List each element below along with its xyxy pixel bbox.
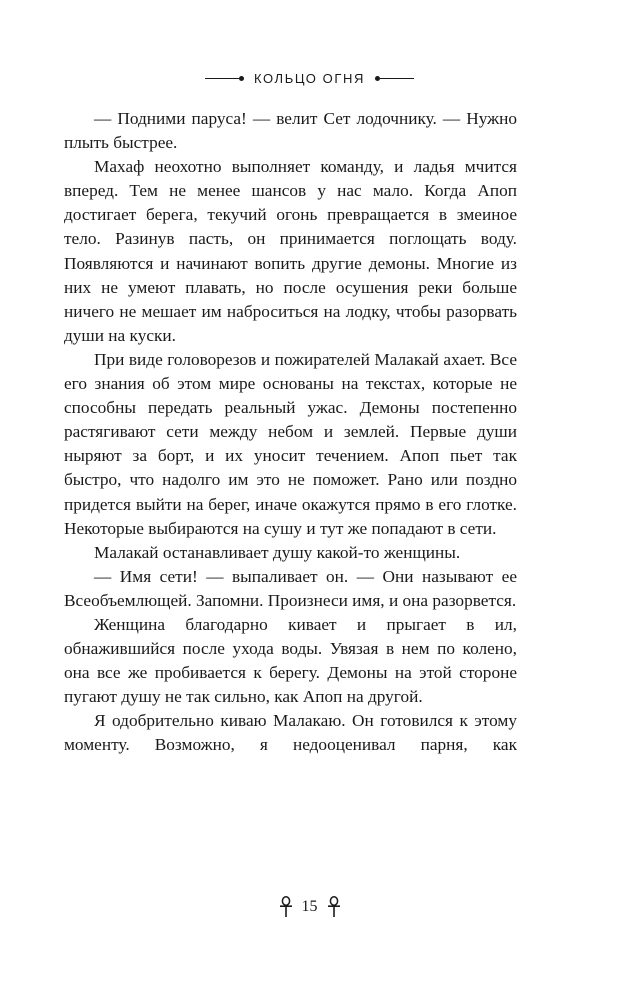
running-header: [0, 68, 619, 88]
rule-dot: [239, 76, 244, 81]
body-text: [64, 107, 517, 758]
paragraph: — Имя сети! — выпаливает он. — Они называют ее Всеобъемлющей. Запомни. Произнеси имя, и она разорвется.: [64, 566, 517, 610]
rule-line: [205, 78, 239, 79]
header-rule-left: [205, 76, 244, 81]
header-rule-right: [375, 76, 414, 81]
header-title: КОЛЬЦО ОГНЯ: [253, 70, 366, 86]
paragraph: — Подними паруса! — велит Сет лодочнику. — Нужно плыть быстрее.: [64, 109, 517, 153]
paragraph: Малакай останавливает душу какой-то женщины.: [94, 542, 461, 562]
paragraph: Женщина благодарно кивает и прыгает в ил, обнажившийся после ухода воды. Увязая в нем по колено, она все же пробивается к берегу. Демоны на этой стороне пугают душу не так сильно, как Апоп на другой.: [64, 614, 517, 707]
paragraph: Махаф неохотно выполняет команду, и ладья мчится вперед. Тем не менее шансов у нас мало. Когда Апоп достигает берега, текучий огонь превращается в змеиное тело. Разинув пасть, он принимается поглощать воду. Появляются и начинают вопить другие демоны. Многие из них не умеют плавать, но после осушения реки больше ничего не мешает им наброситься на лодку, чтобы разорвать души на куски.: [64, 157, 517, 345]
ankh-icon: [279, 896, 293, 918]
paragraph: Я одобрительно киваю Малакаю. Он готовился к этому моменту. Возможно, я недооценивал парня, как: [64, 711, 517, 755]
page-number: 15: [301, 898, 318, 915]
rule-line: [380, 78, 414, 79]
ankh-icon: [327, 896, 341, 918]
page-folio: [0, 896, 619, 918]
paragraph: При виде головорезов и пожирателей Малакай ахает. Все его знания об этом мире основаны на текстах, которые не способны передать реальный ужас. Демоны постепенно растягивают сети между небом и землей. Первые души ныряют за борт, и их уносит течением. Апоп пьет так быстро, что надолго им это не поможет. Рано или поздно придется выйти на берег, иначе окажутся прямо в его глотке. Некоторые выбираются на сушу и тут же попадают в сети.: [64, 349, 517, 538]
